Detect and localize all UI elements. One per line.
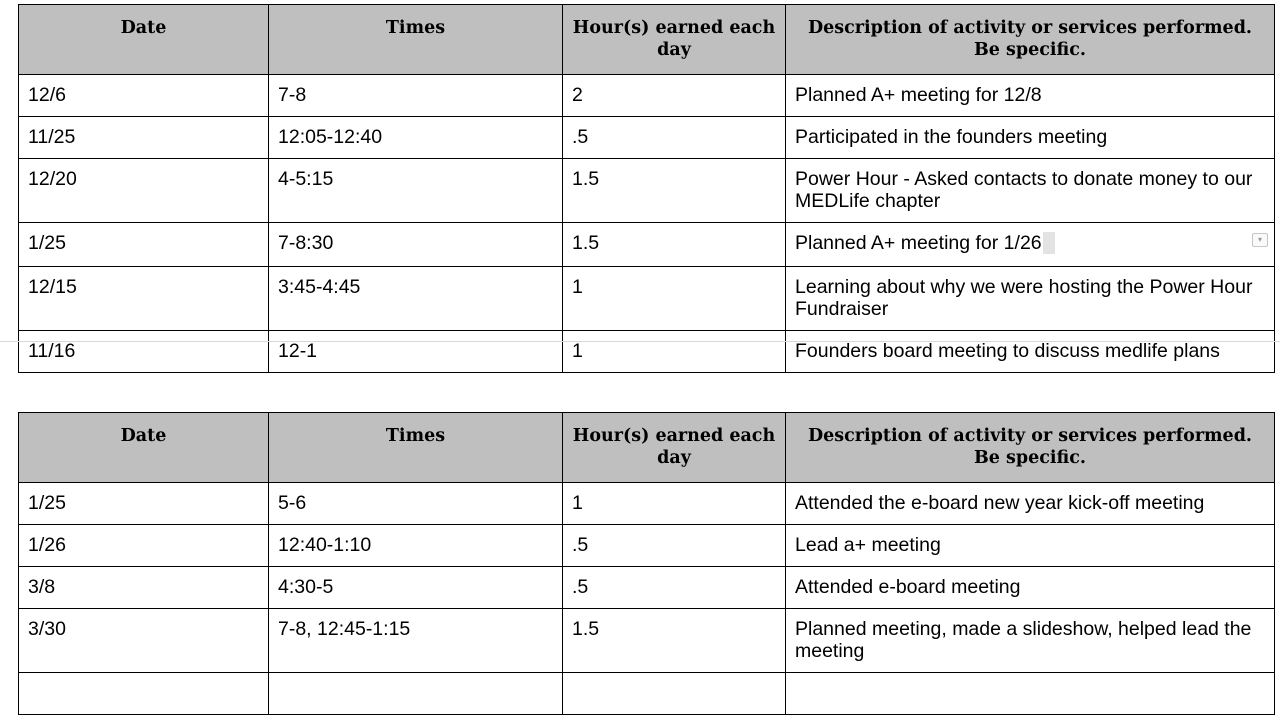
cell-hours[interactable]: 1 <box>563 267 786 331</box>
cell-hours[interactable]: .5 <box>563 117 786 159</box>
table-row <box>19 159 1275 223</box>
table-row <box>19 75 1275 117</box>
cell-description[interactable]: Planned A+ meeting for 12/8 <box>786 75 1275 117</box>
page-break-line <box>0 341 1280 342</box>
cell-description[interactable]: Attended e-board meeting <box>786 567 1275 609</box>
cell-times[interactable]: 5-6 <box>269 483 563 525</box>
cell-date[interactable]: 3/8 <box>19 567 269 609</box>
cell-description[interactable]: Founders board meeting to discuss medlife plans <box>786 331 1275 373</box>
cell-description[interactable]: Lead a+ meeting <box>786 525 1275 567</box>
table-row <box>19 117 1275 159</box>
cell-hours[interactable]: 1.5 <box>563 223 786 267</box>
cell-date[interactable] <box>19 673 269 715</box>
cell-description[interactable]: Power Hour - Asked contacts to donate money to our MEDLife chapter <box>786 159 1275 223</box>
header-row <box>19 5 1275 75</box>
cell-date[interactable]: 1/25 <box>19 223 269 267</box>
cell-description[interactable] <box>786 673 1275 715</box>
cell-date[interactable]: 1/26 <box>19 525 269 567</box>
table-row <box>19 267 1275 331</box>
cell-date[interactable]: 11/16 <box>19 331 269 373</box>
volunteer-hours-table-2 <box>18 412 1275 715</box>
table-row <box>19 673 1275 715</box>
description-text: Planned A+ meeting for 1/26 <box>795 232 1042 254</box>
table-row <box>19 483 1275 525</box>
header-row <box>19 413 1275 483</box>
page-gap <box>0 332 17 341</box>
table-row <box>19 331 1275 373</box>
cell-times[interactable]: 12-1 <box>269 331 563 373</box>
header-date[interactable]: Date <box>19 5 269 75</box>
cell-hours[interactable]: 1.5 <box>563 609 786 673</box>
cell-hours[interactable]: .5 <box>563 525 786 567</box>
cell-times[interactable]: 4:30-5 <box>269 567 563 609</box>
cell-times[interactable]: 7-8, 12:45-1:15 <box>269 609 563 673</box>
cell-description[interactable] <box>786 223 1275 267</box>
cell-times[interactable]: 4-5:15 <box>269 159 563 223</box>
cell-hours[interactable]: 1 <box>563 331 786 373</box>
header-description[interactable]: Description of activity or services performed. Be specific. <box>786 413 1275 483</box>
dropdown-chevron-icon[interactable]: ▾ <box>1252 233 1268 247</box>
cell-hours[interactable]: 2 <box>563 75 786 117</box>
table-row <box>19 525 1275 567</box>
cell-description[interactable]: Planned meeting, made a slideshow, helped lead the meeting <box>786 609 1275 673</box>
cell-date[interactable]: 11/25 <box>19 117 269 159</box>
text-cursor-highlight <box>1043 232 1055 254</box>
cell-date[interactable]: 12/6 <box>19 75 269 117</box>
header-hours[interactable]: Hour(s) earned each day <box>563 413 786 483</box>
volunteer-hours-table-1 <box>18 4 1275 373</box>
cell-hours[interactable]: 1 <box>563 483 786 525</box>
table-row <box>19 223 1275 267</box>
cell-times[interactable]: 12:05-12:40 <box>269 117 563 159</box>
table-row <box>19 609 1275 673</box>
header-hours[interactable]: Hour(s) earned each day <box>563 5 786 75</box>
cell-date[interactable]: 3/30 <box>19 609 269 673</box>
cell-times[interactable]: 12:40-1:10 <box>269 525 563 567</box>
cell-times[interactable]: 7-8:30 <box>269 223 563 267</box>
header-times[interactable]: Times <box>269 413 563 483</box>
cell-date[interactable]: 1/25 <box>19 483 269 525</box>
cell-description[interactable]: Learning about why we were hosting the Power Hour Fundraiser <box>786 267 1275 331</box>
cell-hours[interactable] <box>563 673 786 715</box>
header-times[interactable]: Times <box>269 5 563 75</box>
cell-hours[interactable]: .5 <box>563 567 786 609</box>
cell-description[interactable]: Attended the e-board new year kick-off meeting <box>786 483 1275 525</box>
cell-times[interactable]: 3:45-4:45 <box>269 267 563 331</box>
cell-date[interactable]: 12/15 <box>19 267 269 331</box>
cell-hours[interactable]: 1.5 <box>563 159 786 223</box>
cell-description[interactable]: Participated in the founders meeting <box>786 117 1275 159</box>
table-row <box>19 567 1275 609</box>
cell-times[interactable] <box>269 673 563 715</box>
cell-date[interactable]: 12/20 <box>19 159 269 223</box>
cell-times[interactable]: 7-8 <box>269 75 563 117</box>
header-description[interactable]: Description of activity or services performed. Be specific. <box>786 5 1275 75</box>
header-date[interactable]: Date <box>19 413 269 483</box>
